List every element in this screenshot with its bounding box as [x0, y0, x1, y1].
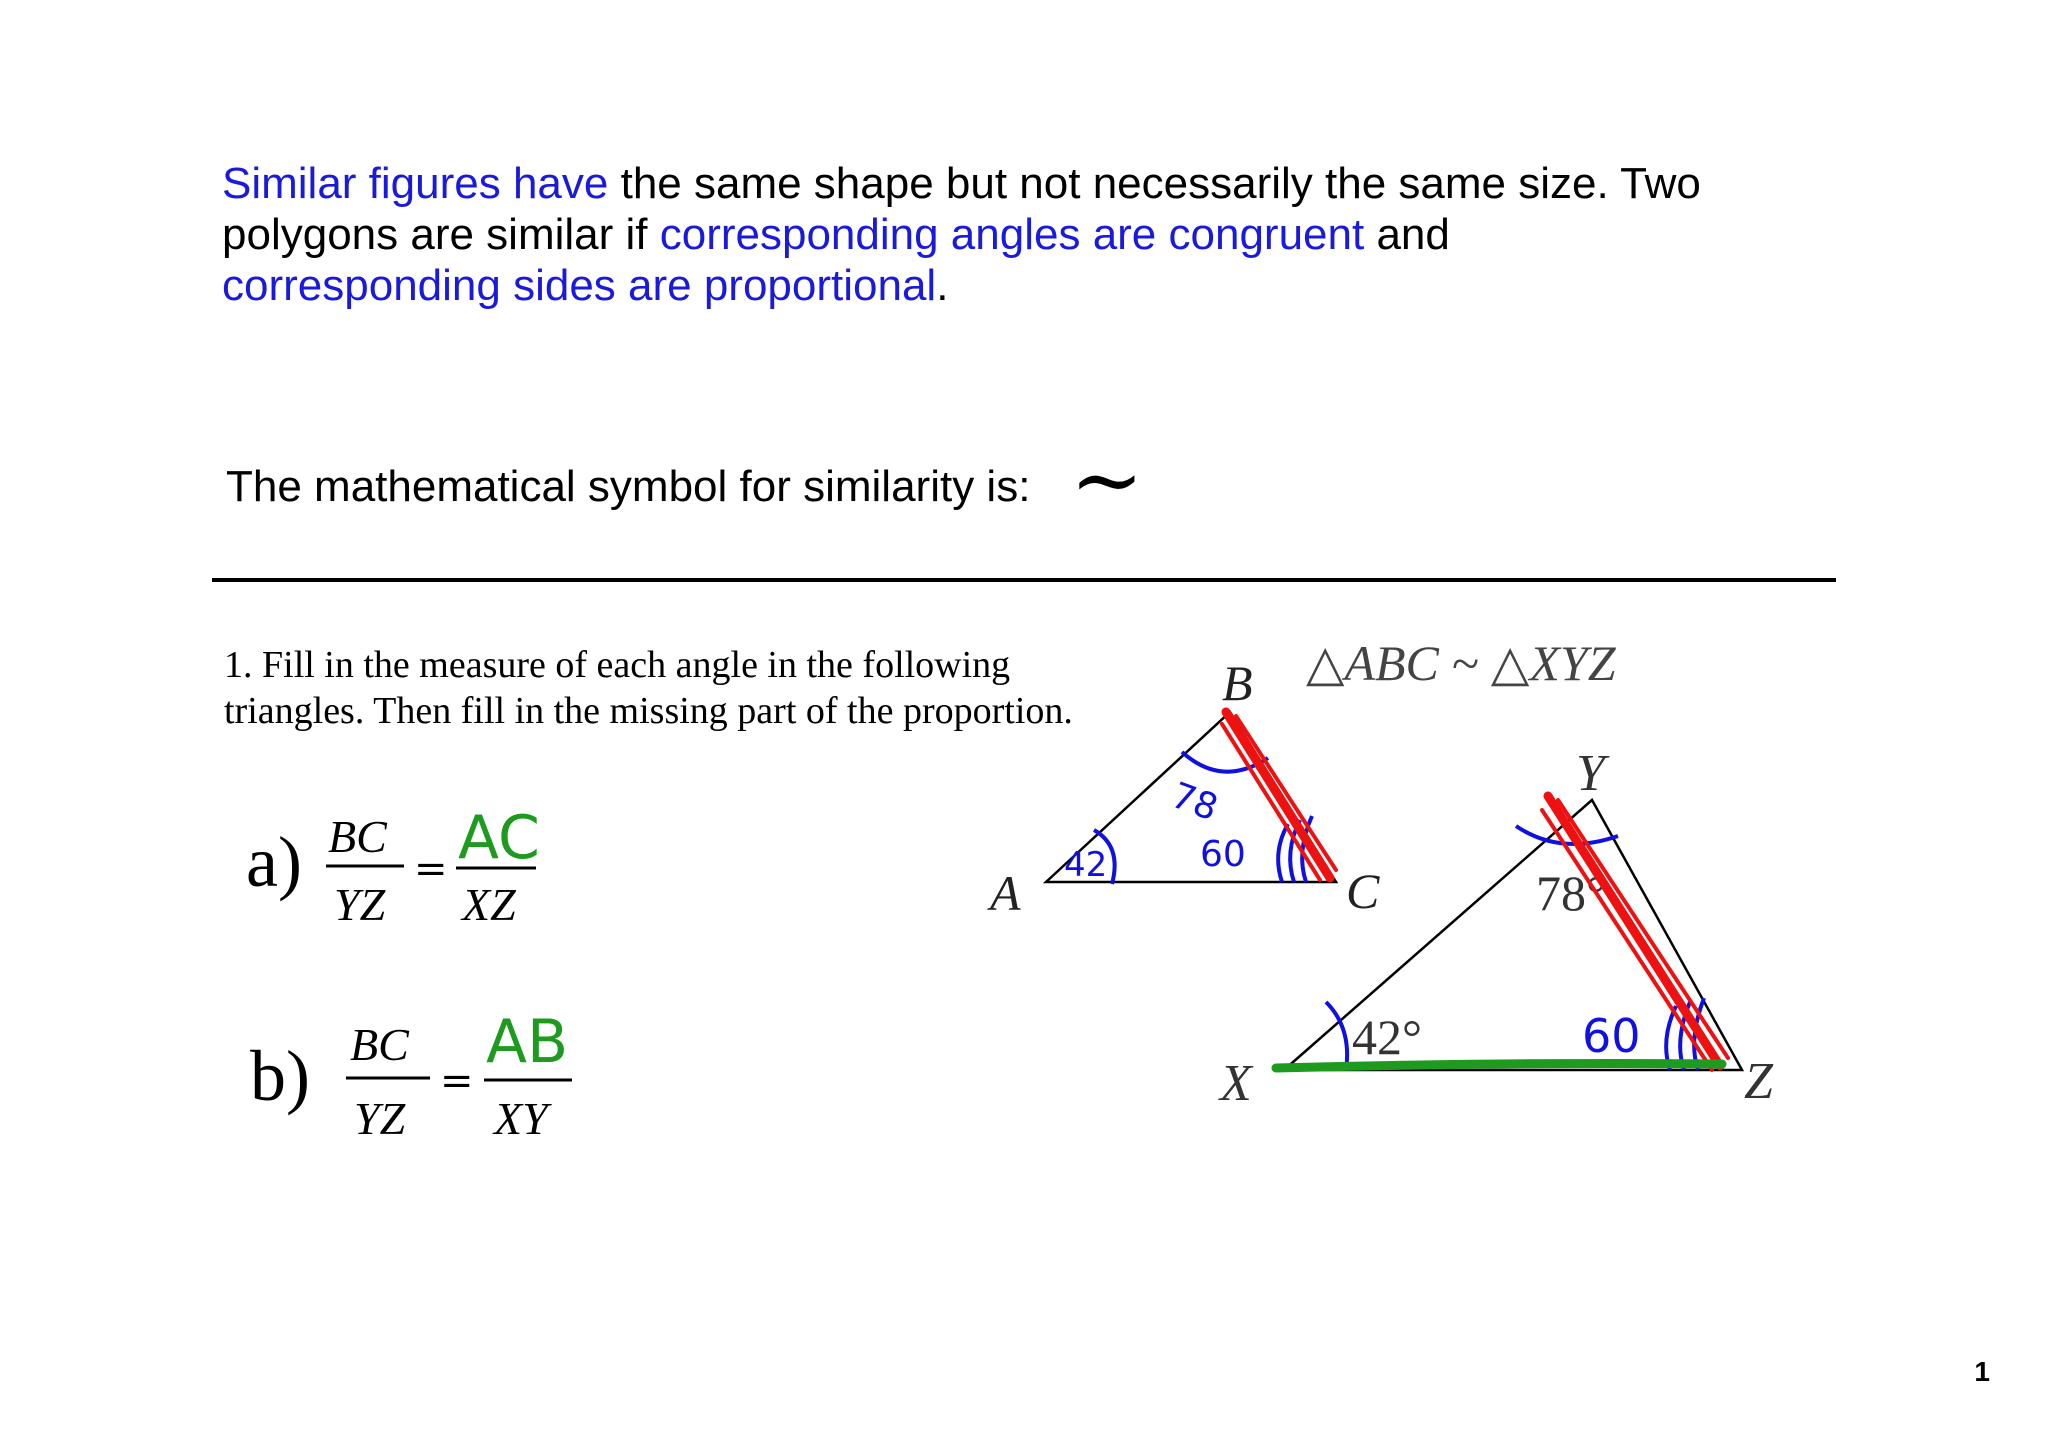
problem-line-1: 1. Fill in the measure of each angle in the following	[224, 644, 1011, 686]
angle-a-value: 42	[1064, 845, 1108, 885]
equals-sign: =	[414, 846, 448, 892]
angle-b-value: 78	[1165, 775, 1223, 830]
vertex-b-label: B	[1222, 655, 1253, 711]
vertex-y-label: Y	[1576, 745, 1605, 802]
angle-c-value: 60	[1200, 834, 1246, 875]
vertex-z-label: Z	[1744, 1053, 1773, 1110]
definition-text: and	[1364, 210, 1450, 259]
vertex-x-label: X	[1220, 1055, 1252, 1112]
fraction-b-numerator: BC	[350, 1019, 409, 1070]
triangle-abc	[987, 655, 1380, 921]
angle-z-value: 60	[1582, 1009, 1641, 1063]
angle-c-arc	[1278, 824, 1288, 882]
triangle-xyz	[1218, 745, 1774, 1112]
similarity-symbol: ~	[1070, 428, 1144, 531]
definition-text: polygons are similar if	[222, 210, 660, 259]
vertex-c-label: C	[1346, 863, 1380, 919]
fraction-a-denominator-2: XZ	[462, 879, 516, 930]
similarity-symbol-label: The mathematical symbol for similarity is:	[226, 462, 1031, 511]
fraction-a-denominator: YZ	[334, 879, 386, 930]
proportion-a	[326, 803, 540, 930]
part-b-label: b)	[250, 1036, 310, 1116]
fraction-b-denominator: YZ	[354, 1093, 406, 1144]
page-number: 1	[1974, 1356, 1990, 1387]
side-xz-highlight	[1276, 1064, 1722, 1069]
angle-x-arc	[1326, 1002, 1347, 1070]
similarity-statement: △ABC ~ △XYZ	[1306, 635, 1616, 691]
angle-y-value: 78°	[1536, 865, 1606, 921]
handwritten-answer-ab: AB	[486, 1007, 569, 1077]
angle-x-value: 42°	[1352, 1009, 1422, 1065]
problem-line-2: triangles. Then fill in the missing part of the proportion.	[224, 690, 1073, 732]
handwritten-answer-ac: AC	[458, 803, 540, 873]
proportion-b	[346, 1007, 572, 1144]
definition-condition-sides: corresponding sides are proportional	[222, 261, 937, 310]
fraction-a-numerator: BC	[328, 811, 387, 862]
equals-sign: =	[440, 1058, 474, 1104]
part-a-label: a)	[246, 822, 302, 902]
definition-term: Similar figures have	[222, 159, 609, 208]
fraction-b-denominator-2: XY	[494, 1093, 548, 1144]
definition-condition-angles: corresponding angles are congruent	[659, 210, 1365, 259]
vertex-a-label: A	[990, 865, 1021, 921]
definition-text: the same shape but not necessarily the same size. Two	[608, 159, 1701, 208]
definition-text: .	[936, 261, 949, 310]
